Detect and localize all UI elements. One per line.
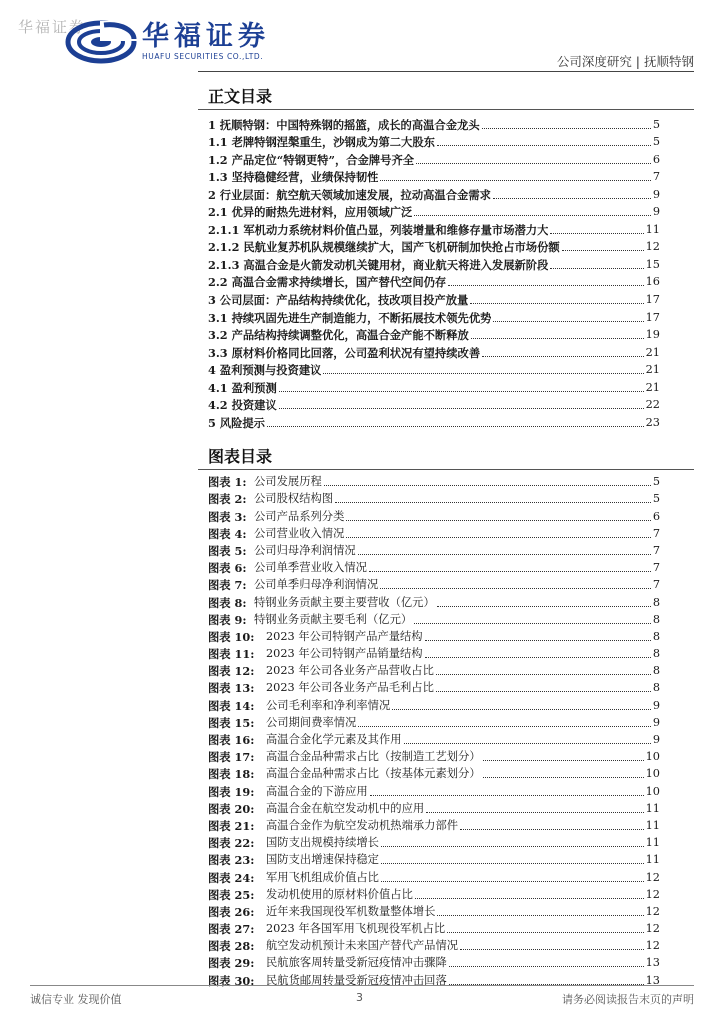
report-type: 公司深度研究 | 抚顺特钢: [556, 54, 694, 69]
toc-entry[interactable]: [208, 360, 660, 378]
toc-entry-title: 5 风险提示: [208, 415, 265, 430]
figure-leader-dots: [437, 915, 643, 916]
figure-entry[interactable]: [208, 816, 660, 833]
figure-entry[interactable]: [208, 558, 660, 575]
figure-entry-title-group: [208, 561, 367, 575]
figure-leader-dots: [436, 691, 651, 692]
toc-title: 正文目录: [208, 87, 273, 106]
figure-entry-label: 图表 7:: [208, 578, 247, 593]
figure-leader-dots: [381, 863, 644, 864]
toc-entry[interactable]: [208, 395, 660, 413]
figure-entry-title-group: [208, 871, 379, 885]
figure-entry-title: 发动机使用的原材料价值占比: [266, 887, 413, 901]
figure-entry-page: 12: [645, 939, 660, 953]
figure-leader-dots: [460, 949, 644, 950]
toc-entry-page: 21: [645, 380, 660, 394]
figure-entry-title: 2023 年公司各业务产品营收占比: [266, 664, 434, 678]
figure-leader-dots: [346, 537, 650, 538]
figure-leader-dots: [437, 606, 651, 607]
figure-entry-label: 图表 4:: [208, 526, 247, 541]
figure-entry-label: 图表 10:: [208, 629, 255, 644]
figure-leader-dots: [369, 571, 651, 572]
figure-entry-title: 公司发展历程: [254, 475, 322, 489]
figure-entry-label: 图表 16:: [208, 733, 255, 747]
toc-entry-page: 16: [645, 275, 660, 289]
figure-entry-title: 军用飞机组成价值占比: [266, 870, 379, 884]
figure-leader-dots: [425, 657, 651, 658]
figure-entry-title: 2023 年公司各业务产品毛利占比: [266, 681, 434, 695]
figure-entry-title: 高温合金的下游应用: [266, 784, 368, 798]
footer-divider: [30, 985, 694, 986]
figure-entry[interactable]: [208, 644, 660, 661]
figure-entry-title-group: [208, 888, 413, 902]
figure-entry[interactable]: [208, 902, 660, 919]
figure-entry[interactable]: [208, 592, 660, 609]
figure-entry-label: 图表 24:: [208, 870, 255, 885]
figure-entry-title: 特钢业务贡献主要毛利（亿元）: [254, 612, 413, 626]
figure-entry-title: 公司单季营业收入情况: [254, 561, 367, 575]
figure-entry-title: 公司股权结构图: [254, 492, 334, 506]
figure-entry-label: 图表 13:: [208, 681, 255, 696]
figure-entry-title-group: [208, 681, 434, 695]
figure-leader-dots: [483, 760, 644, 761]
figure-entry-label: 图表 2:: [208, 492, 247, 507]
toc-entry-title: 2.2 高温合金需求持续增长，国产替代空间仍存: [208, 275, 447, 290]
toc-leader-dots: [448, 285, 643, 286]
figure-entry-page: 8: [652, 681, 660, 695]
figures-list: [208, 472, 660, 988]
figure-entry-title-group: [208, 733, 402, 747]
figure-entry-label: 图表 11:: [208, 647, 255, 662]
figure-entry[interactable]: [208, 833, 660, 850]
figure-entry-label: 图表 8:: [208, 595, 247, 610]
figure-entry-title: 公司产品系列分类: [254, 509, 345, 523]
figure-entry-title-group: [208, 750, 481, 764]
toc-entry-title: 2.1.3 高温合金是火箭发动机关键用材，商业航天将进入发展新阶段: [208, 257, 549, 272]
figure-entry-title-group: [208, 613, 412, 627]
toc-entry-page: 19: [645, 328, 660, 342]
figure-entry-title-group: [208, 939, 458, 953]
figure-entry-title-group: [208, 767, 481, 781]
page-number: 3: [356, 991, 363, 1004]
toc-leader-dots: [323, 373, 643, 374]
toc-entry-page: 17: [645, 310, 660, 324]
toc-entry-title: 2.1.2 民航业复苏机队规模继续扩大，国产飞机研制加快抢占市场份额: [208, 240, 560, 255]
figure-leader-dots: [335, 502, 651, 503]
toc-entry-title: 1.3 坚持稳健经营，业绩保持韧性: [208, 170, 379, 185]
toc-divider: [198, 109, 694, 110]
figure-entry-page: 13: [645, 956, 660, 970]
toc-leader-dots: [562, 250, 644, 251]
figure-entry-title: 民航旅客周转量受新冠疫情冲击骤降: [266, 956, 447, 970]
figure-entry-title: 民航货邮周转量受新冠疫情冲击回落: [266, 973, 447, 987]
figure-entry-title-group: [208, 905, 435, 919]
figure-entry-page: 10: [645, 767, 660, 781]
figure-leader-dots: [415, 898, 644, 899]
toc-leader-dots: [279, 391, 644, 392]
figure-entry-page: 13: [645, 973, 660, 987]
figure-entry-title-group: [208, 544, 356, 558]
figure-leader-dots: [358, 726, 650, 727]
figure-entry-label: 图表 21:: [208, 818, 255, 833]
figure-entry-title: 2023 年各国军用飞机现役军机占比: [266, 922, 446, 936]
figure-entry[interactable]: [208, 524, 660, 541]
toc-entry[interactable]: [208, 377, 660, 395]
toc-entry-title: 1 抚顺特钢：中国特殊钢的摇篮，成长的高温合金龙头: [208, 117, 480, 132]
company-logo: [64, 16, 270, 68]
toc-entry[interactable]: [208, 202, 660, 220]
toc-entry-title: 1.1 老牌特钢涅槃重生，沙钢成为第二大股东: [208, 135, 435, 150]
figure-entry-page: 8: [652, 595, 660, 609]
watermark: 华福证券: [18, 18, 87, 36]
figure-entry-title-group: [208, 475, 322, 489]
toc-entry-title: 3.1 持续巩固先进生产制造能力，不断拓展技术领先优势: [208, 310, 492, 325]
toc-entry[interactable]: [208, 237, 660, 255]
figure-entry-page: 8: [652, 664, 660, 678]
figure-entry-page: 10: [645, 750, 660, 764]
toc-entry[interactable]: [208, 307, 660, 325]
toc-leader-dots: [437, 145, 651, 146]
figure-entry-title-group: [208, 699, 390, 713]
figure-leader-dots: [370, 795, 644, 796]
toc-entry-title: 4.2 投资建议: [208, 398, 277, 413]
figure-entry-label: 图表 22:: [208, 836, 255, 851]
figure-entry[interactable]: [208, 678, 660, 695]
figure-entry-title: 航空发动机预计未来国产替代产品情况: [266, 939, 459, 953]
toc-entry-page: 22: [645, 398, 660, 412]
toc-entry[interactable]: [208, 114, 660, 132]
toc-entry-page: 5: [652, 135, 660, 149]
figure-entry-title: 公司单季归母净利润情况: [254, 578, 379, 592]
toc-entry-page: 9: [652, 187, 660, 201]
figure-entry[interactable]: [208, 764, 660, 781]
toc-leader-dots: [470, 303, 643, 304]
figure-entry-page: 8: [652, 629, 660, 643]
figure-entry-page: 10: [645, 784, 660, 798]
toc-entry-page: 23: [645, 415, 660, 429]
figure-entry-page: 7: [652, 543, 660, 557]
toc-entry-title: 4.1 盈利预测: [208, 380, 277, 395]
figure-entry-label: 图表 26:: [208, 904, 255, 919]
header-divider: [198, 71, 694, 72]
figure-entry-label: 图表 27:: [208, 922, 255, 937]
figure-entry-label: 图表 9:: [208, 612, 247, 627]
figure-entry[interactable]: [208, 919, 660, 936]
figure-entry-title-group: [208, 802, 424, 816]
figure-entry-page: 8: [652, 647, 660, 661]
figure-entry[interactable]: [208, 747, 660, 764]
figure-entry-label: 图表 20:: [208, 801, 255, 816]
figure-entry-title: 公司营业收入情况: [254, 526, 345, 540]
figure-entry-page: 11: [645, 853, 660, 867]
figure-entry-page: 9: [652, 733, 660, 746]
figure-leader-dots: [436, 674, 651, 675]
figure-entry-label: 图表 28:: [208, 939, 255, 954]
toc-entry-title: 2.1.1 军机动力系统材料价值凸显，列装增量和维修存量市场潜力大: [208, 222, 549, 237]
toc-entry-page: 6: [652, 152, 660, 166]
figure-entry[interactable]: [208, 850, 660, 867]
figure-entry-title: 公司毛利率和净利率情况: [266, 698, 391, 712]
figure-leader-dots: [380, 588, 651, 589]
figure-entry-page: 6: [652, 509, 660, 523]
figure-entry-title-group: [208, 578, 378, 592]
figure-entry-title: 近年来我国现役军机数量整体增长: [266, 904, 436, 918]
figure-entry-title-group: [208, 956, 447, 970]
figure-leader-dots: [483, 777, 644, 778]
figure-entry-label: 图表 29:: [208, 956, 255, 971]
figure-entry[interactable]: [208, 781, 660, 798]
figure-entry-label: 图表 19:: [208, 784, 255, 799]
toc-entry-page: 9: [652, 205, 660, 219]
toc-leader-dots: [550, 233, 643, 234]
toc-entry[interactable]: [208, 272, 660, 290]
figures-divider: [198, 469, 694, 470]
toc-entry-page: 11: [645, 222, 660, 236]
figure-entry-title-group: [208, 630, 423, 644]
toc-list: [208, 114, 660, 430]
figure-entry-page: 9: [652, 698, 660, 712]
figure-entry[interactable]: [208, 489, 660, 506]
figure-entry-label: 图表 25:: [208, 887, 255, 902]
figure-entry[interactable]: [208, 936, 660, 953]
footer-slogan: 诚信专业 发现价值: [30, 993, 122, 1006]
figure-entry-page: 12: [645, 887, 660, 901]
figure-entry[interactable]: [208, 713, 660, 730]
figure-leader-dots: [358, 554, 651, 555]
figure-entry-label: 图表 6:: [208, 561, 247, 576]
figure-entry-title: 高温合金品种需求占比（按制造工艺划分）: [266, 750, 481, 764]
toc-leader-dots: [471, 338, 644, 339]
figure-entry-label: 图表 18:: [208, 767, 255, 782]
figure-entry-page: 9: [652, 715, 660, 729]
toc-entry[interactable]: [208, 184, 660, 202]
figure-entry[interactable]: [208, 730, 660, 747]
toc-leader-dots: [482, 356, 644, 357]
toc-entry[interactable]: [208, 132, 660, 150]
figure-entry-label: 图表 1:: [208, 475, 247, 490]
figure-leader-dots: [460, 829, 644, 830]
figure-entry-title-group: [208, 510, 344, 524]
figure-leader-dots: [426, 812, 643, 813]
figure-entry[interactable]: [208, 541, 660, 558]
toc-leader-dots: [482, 128, 651, 129]
figure-entry-label: 图表 5:: [208, 543, 247, 558]
figure-leader-dots: [449, 966, 644, 967]
figure-entry[interactable]: [208, 695, 660, 712]
figure-entry-page: 11: [645, 818, 660, 832]
toc-leader-dots: [279, 408, 644, 409]
figure-entry-title-group: [208, 596, 435, 610]
toc-entry-page: 21: [645, 345, 660, 359]
toc-leader-dots: [380, 180, 650, 181]
toc-leader-dots: [493, 198, 651, 199]
toc-entry-title: 2 行业层面：航空航天领域加速发展，拉动高温合金需求: [208, 187, 491, 202]
toc-entry[interactable]: [208, 254, 660, 272]
figure-entry-title: 2023 年公司特钢产品产量结构: [266, 629, 423, 643]
figure-entry-title-group: [208, 492, 333, 506]
figure-entry-title: 公司归母净利润情况: [254, 543, 356, 557]
figure-entry-label: 图表 3:: [208, 509, 247, 524]
figure-entry-title-group: [208, 716, 356, 730]
figure-entry-page: 5: [652, 492, 660, 506]
figure-entry-label: 图表 23:: [208, 853, 255, 868]
footer-disclaimer: 请务必阅读报告末页的声明: [562, 993, 694, 1006]
figure-entry-page: 5: [652, 475, 660, 489]
toc-entry-page: 12: [645, 240, 660, 254]
toc-leader-dots: [416, 163, 651, 164]
figure-entry[interactable]: [208, 472, 660, 489]
figures-title: 图表目录: [208, 447, 273, 466]
figure-entry-page: 11: [645, 836, 660, 850]
figure-entry-title: 2023 年公司特钢产品销量结构: [266, 647, 423, 661]
toc-entry[interactable]: [208, 149, 660, 167]
toc-entry-page: 21: [645, 363, 660, 377]
toc-entry-page: 5: [652, 117, 660, 131]
figure-leader-dots: [425, 640, 651, 641]
toc-entry[interactable]: [208, 342, 660, 360]
toc-entry-title: 2.1 优异的耐热先进材料，应用领域广泛: [208, 205, 413, 220]
figure-entry-page: 7: [652, 561, 660, 575]
figure-entry-page: 7: [652, 578, 660, 592]
toc-entry-title: 3 公司层面：产品结构持续优化，技改项目投产放量: [208, 293, 469, 308]
toc-leader-dots: [493, 321, 643, 322]
figure-entry-title: 高温合金作为航空发动机热端承力部件: [266, 818, 459, 832]
figure-leader-dots: [346, 520, 650, 521]
figure-entry-label: 图表 30:: [208, 973, 255, 988]
figure-entry-title: 国防支出增速保持稳定: [266, 853, 379, 867]
figure-entry-title: 高温合金化学元素及其作用: [266, 733, 402, 746]
figure-entry-label: 图表 14:: [208, 698, 255, 713]
figure-entry-title: 公司期间费率情况: [266, 715, 357, 729]
figure-entry-title-group: [208, 527, 344, 541]
figure-entry[interactable]: [208, 885, 660, 902]
figure-entry-page: 12: [645, 922, 660, 936]
logo-swirl-icon: [64, 19, 138, 65]
toc-entry-page: 15: [645, 257, 660, 271]
logo-name: 华福证券: [142, 21, 270, 52]
figure-entry-title-group: [208, 819, 458, 833]
figure-leader-dots: [404, 743, 651, 744]
figure-entry-title-group: [208, 836, 379, 850]
toc-entry-page: 17: [645, 293, 660, 307]
toc-entry-title: 4 盈利预测与投资建议: [208, 363, 322, 378]
figure-leader-dots: [392, 709, 651, 710]
figure-entry[interactable]: [208, 575, 660, 592]
toc-entry-title: 3.3 原材料价格同比回落，公司盈利状况有望持续改善: [208, 345, 481, 360]
figure-entry-title: 高温合金品种需求占比（按基体元素划分）: [266, 767, 481, 781]
figure-entry-label: 图表 12:: [208, 664, 255, 679]
figure-entry-page: 12: [645, 870, 660, 884]
toc-leader-dots: [550, 268, 643, 269]
figure-entry[interactable]: [208, 661, 660, 678]
figure-leader-dots: [447, 932, 643, 933]
logo-english-name: HUAFU SECURITIES CO.,LTD.: [142, 52, 264, 61]
figure-entry-label: 图表 17:: [208, 750, 255, 765]
figure-entry[interactable]: [208, 610, 660, 627]
figure-entry-page: 12: [645, 904, 660, 918]
toc-entry[interactable]: [208, 289, 660, 307]
figure-leader-dots: [381, 881, 644, 882]
figure-entry-page: 11: [645, 801, 660, 815]
figure-entry-title: 高温合金在航空发动机中的应用: [266, 801, 425, 815]
figure-entry[interactable]: [208, 867, 660, 884]
figure-entry-title: 特钢业务贡献主要主要营收（亿元）: [254, 595, 435, 609]
figure-entry[interactable]: [208, 799, 660, 816]
figure-entry-title-group: [208, 664, 434, 678]
toc-entry[interactable]: [208, 167, 660, 185]
toc-entry[interactable]: [208, 412, 660, 430]
figure-entry-title-group: [208, 647, 423, 661]
toc-entry[interactable]: [208, 219, 660, 237]
figure-leader-dots: [381, 846, 644, 847]
figure-entry-page: 7: [652, 526, 660, 540]
figure-entry-title-group: [208, 785, 368, 799]
toc-entry-title: 3.2 产品结构持续调整优化，高温合金产能不断释放: [208, 328, 469, 343]
figure-leader-dots: [324, 485, 651, 486]
figure-entry[interactable]: [208, 627, 660, 644]
figure-entry-label: 图表 15:: [208, 715, 255, 730]
toc-leader-dots: [414, 215, 650, 216]
figure-leader-dots: [414, 623, 651, 624]
figure-entry-page: 8: [652, 612, 660, 626]
toc-entry-title: 1.2 产品定位“特钢更特”，合金牌号齐全: [208, 152, 415, 167]
toc-entry[interactable]: [208, 325, 660, 343]
figure-entry-title-group: [208, 853, 379, 867]
figure-entry[interactable]: [208, 506, 660, 523]
figure-entry-title: 国防支出规模持续增长: [266, 836, 379, 850]
figure-entry-title-group: [208, 922, 445, 936]
toc-entry-page: 7: [652, 170, 660, 184]
toc-leader-dots: [267, 426, 644, 427]
figure-entry[interactable]: [208, 953, 660, 970]
